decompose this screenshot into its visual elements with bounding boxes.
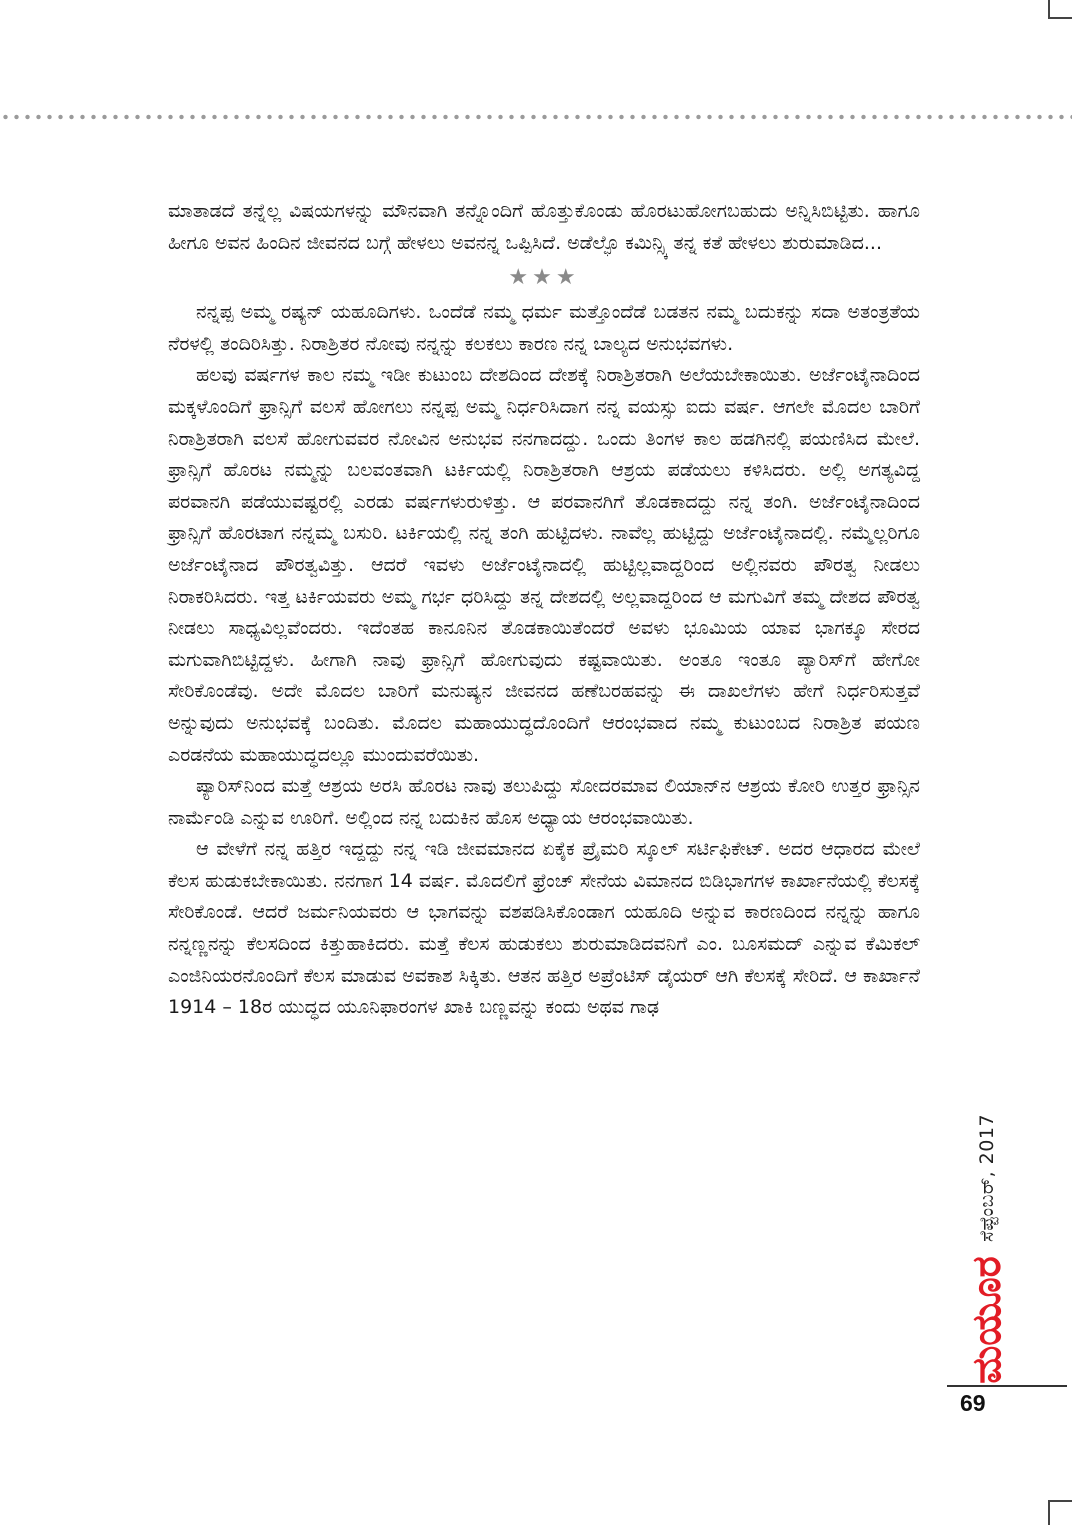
magazine-title-text: ಮಯೂರ	[964, 1256, 1010, 1384]
issue-date	[958, 1085, 1016, 1270]
page-number-rule	[947, 1385, 1067, 1387]
paragraph-refugee-journey: ಹಲವು ವರ್ಷಗಳ ಕಾಲ ನಮ್ಮ ಇಡೀ ಕುಟುಂಬ ದೇಶದಿಂದ ದೇಶಕ್ಕೆ ನಿರಾಶ್ರಿತರಾಗಿ ಅಲೆಯಬೇಕಾಯಿತು. ಅರ್ಜೆಂಟೈನಾದಿಂದ ಮಕ್ಕಳೊಂದಿಗೆ ಫ್ರಾನ್ಸಿಗೆ ವಲಸೆ ಹೋಗಲು ನನ್ನಪ್ಪ ಅಮ್ಮ ನಿರ್ಧರಿಸಿದಾಗ ನನ್ನ ವಯಸ್ಸು ಐದು ವರ್ಷ. ಆಗಲೇ ಮೊದಲ ಬಾರಿಗೆ ನಿರಾಶ್ರಿತರಾಗಿ ವಲಸೆ ಹೋಗುವವರ ನೋವಿನ ಅನುಭವ ನನಗಾದದ್ದು. ಒಂದು ತಿಂಗಳ ಕಾಲ ಹಡಗಿನಲ್ಲಿ ಪಯಣಿಸಿದ ಮೇಲೆ. ಫ್ರಾನ್ಸಿಗೆ ಹೊರಟ ನಮ್ಮನ್ನು ಬಲವಂತವಾಗಿ ಟರ್ಕಿಯಲ್ಲಿ ನಿರಾಶ್ರಿತರಾಗಿ ಆಶ್ರಯ ಪಡೆಯಲು ಕಳಿಸಿದರು. ಅಲ್ಲಿ ಅಗತ್ಯವಿದ್ದ ಪರವಾನಗಿ ಪಡೆಯುವಷ್ಟರಲ್ಲಿ ಎರಡು ವರ್ಷಗಳುರುಳಿತ್ತು. ಆ ಪರವಾನಗಿಗೆ ತೊಡಕಾದದ್ದು ನನ್ನ ತಂಗಿ. ಅರ್ಜೆಂಟೈನಾದಿಂದ ಫ್ರಾನ್ಸಿಗೆ ಹೊರಟಾಗ ನನ್ನಮ್ಮ ಬಸುರಿ. ಟರ್ಕಿಯಲ್ಲಿ ನನ್ನ ತಂಗಿ ಹುಟ್ಟಿದಳು. ನಾವೆಲ್ಲ ಹುಟ್ಟಿದ್ದು ಅರ್ಜೆಂಟೈನಾದಲ್ಲಿ. ನಮ್ಮೆಲ್ಲರಿಗೂ ಅರ್ಜೆಂಟೈನಾದ ಪೌರತ್ವವಿತ್ತು. ಆದರೆ ಇವಳು ಅರ್ಜೆಂಟೈನಾದಲ್ಲಿ ಹುಟ್ಟಿಲ್ಲವಾದ್ದರಿಂದ ಅಲ್ಲಿನವರು ಪೌರತ್ವ ನೀಡಲು ನಿರಾಕರಿಸಿದರು. ಇತ್ತ ಟರ್ಕಿಯವರು ಅಮ್ಮ ಗರ್ಭ ಧರಿಸಿದ್ದು ತನ್ನ ದೇಶದಲ್ಲಿ ಅಲ್ಲವಾದ್ದರಿಂದ ಆ ಮಗುವಿಗೆ ತಮ್ಮ ದೇಶದ ಪೌರತ್ವ ನೀಡಲು ಸಾಧ್ಯವಿಲ್ಲವೆಂದರು. ಇದೆಂತಹ ಕಾನೂನಿನ ತೊಡಕಾಯಿತೆಂದರೆ ಅವಳು ಭೂಮಿಯ ಯಾವ ಭಾಗಕ್ಕೂ ಸೇರದ ಮಗುವಾಗಿಬಿಟ್ಟಿದ್ದಳು. ಹೀಗಾಗಿ ನಾವು ಫ್ರಾನ್ಸಿಗೆ ಹೋಗುವುದು ಕಷ್ಟವಾಯಿತು. ಅಂತೂ ಇಂತೂ ಪ್ಯಾರಿಸ್‌ಗೆ ಹೇಗೋ ಸೇರಿಕೊಂಡೆವು. ಅದೇ ಮೊದಲ ಬಾರಿಗೆ ಮನುಷ್ಯನ ಜೀವನದ ಹಣೆಬರಹವನ್ನು ಈ ದಾಖಲೆಗಳು ಹೇಗೆ ನಿರ್ಧರಿಸುತ್ತವೆ ಅನ್ನುವುದು ಅನುಭವಕ್ಕೆ ಬಂದಿತು. ಮೊದಲ ಮಹಾಯುದ್ಧದೊಂದಿಗೆ ಆರಂಭವಾದ ನಮ್ಮ ಕುಟುಂಬದ ನಿರಾಶ್ರಿತ ಪಯಣ ಎರಡನೆಯ ಮಹಾಯುದ್ಧದಲ್ಲೂ ಮುಂದುವರೆಯಿತು.	[168, 364, 920, 766]
dotted-header-rule	[0, 114, 1072, 120]
paragraph-work: ಆ ವೇಳೆಗೆ ನನ್ನ ಹತ್ತಿರ ಇದ್ದದ್ದು ನನ್ನ ಇಡಿ ಜೀವಮಾನದ ಏಕೈಕ ಪ್ರೈಮರಿ ಸ್ಕೂಲ್ ಸರ್ಟಿಫಿಕೇಟ್. ಅದರ ಆಧಾರದ ಮೇಲೆ ಕೆಲಸ ಹುಡುಕಬೇಕಾಯಿತು. ನನಗಾಗ 14 ವರ್ಷ. ಮೊದಲಿಗೆ ಫ್ರೆಂಚ್ ಸೇನೆಯ ವಿಮಾನದ ಬಿಡಿಭಾಗಗಳ ಕಾರ್ಖಾನೆಯಲ್ಲಿ ಕೆಲಸಕ್ಕೆ ಸೇರಿಕೊಂಡೆ. ಆದರೆ ಜರ್ಮನಿಯವರು ಆ ಭಾಗವನ್ನು ವಶಪಡಿಸಿಕೊಂಡಾಗ ಯಹೂದಿ ಅನ್ನುವ ಕಾರಣದಿಂದ ನನ್ನನ್ನು ಹಾಗೂ ನನ್ನಣ್ಣನನ್ನು ಕೆಲಸದಿಂದ ಕಿತ್ತುಹಾಕಿದರು. ಮತ್ತೆ ಕೆಲಸ ಹುಡುಕಲು ಶುರುಮಾಡಿದವನಿಗೆ ಎಂ. ಬೂಸಮದ್ ಎನ್ನುವ ಕೆಮಿಕಲ್ ಎಂಜಿನಿಯರನೊಂದಿಗೆ ಕೆಲಸ ಮಾಡುವ ಅವಕಾಶ ಸಿಕ್ಕಿತು. ಆತನ ಹತ್ತಿರ ಅಪ್ರೆಂಟಿಸ್ ಡೈಯರ್ ಆಗಿ ಕೆಲಸಕ್ಕೆ ಸೇರಿದೆ. ಆ ಕಾರ್ಖಾನೆ 1914 – 18ರ ಯುದ್ಧದ ಯೂನಿಫಾರಂಗಳ ಖಾಕಿ ಬಣ್ಣವನ್ನು ಕಂದು ಅಥವ ಗಾಢ	[168, 838, 920, 1019]
crop-mark-top-right	[1048, 0, 1050, 18]
magazine-title	[958, 1256, 1016, 1384]
paragraph-paris-to-normandy: ಪ್ಯಾರಿಸ್‌ನಿಂದ ಮತ್ತೆ ಆಶ್ರಯ ಅರಸಿ ಹೊರಟ ನಾವು ತಲುಪಿದ್ದು ಸೋದರಮಾವ ಲಿಯಾನ್‌ನ ಆಶ್ರಯ ಕೋರಿ ಉತ್ತರ ಫ್ರಾನ್ಸಿನ ನಾರ್ಮೆಂಡಿ ಎನ್ನುವ ಊರಿಗೆ. ಅಲ್ಲಿಂದ ನನ್ನ ಬದುಕಿನ ಹೊಸ ಅಧ್ಯಾಯ ಆರಂಭವಾಯಿತು.	[168, 775, 920, 829]
issue-date-text: ಸೆಪ್ಟೆಂಬರ್, 2017	[976, 1113, 999, 1242]
paragraph-parents: ನನ್ನಪ್ಪ ಅಮ್ಮ ರಷ್ಯನ್ ಯಹೂದಿಗಳು. ಒಂದೆಡೆ ನಮ್ಮ ಧರ್ಮ ಮತ್ತೊಂದೆಡೆ ಬಡತನ ನಮ್ಮ ಬದುಕನ್ನು ಸದಾ ಅತಂತ್ರತೆಯ ನೆರಳಲ್ಲಿ ತಂದಿರಿಸಿತ್ತು. ನಿರಾಶ್ರಿತರ ನೋವು ನನ್ನನ್ನು ಕಲಕಲು ಕಾರಣ ನನ್ನ ಬಾಲ್ಯದ ಅನುಭವಗಳು.	[168, 301, 920, 355]
crop-mark-top-right-h	[1048, 17, 1072, 19]
crop-mark-bottom-right-h	[1048, 1500, 1072, 1502]
article-body	[168, 196, 920, 1024]
intro-paragraph: ಮಾತಾಡದೆ ತನ್ನೆಲ್ಲ ವಿಷಯಗಳನ್ನು ಮೌನವಾಗಿ ತನ್ನೊಂದಿಗೆ ಹೊತ್ತುಕೊಂಡು ಹೊರಟುಹೋಗಬಹುದು ಅನ್ನಿಸಿಬಿಟ್ಟಿತು. ಹಾಗೂ ಹೀಗೂ ಅವನ ಹಿಂದಿನ ಜೀವನದ ಬಗ್ಗೆ ಹೇಳಲು ಅವನನ್ನ ಒಪ್ಪಿಸಿದೆ. ಅಡೆಲ್ಫೊ ಕಮಿನ್ಸ್ಕಿ ತನ್ನ ಕತೆ ಹೇಳಲು ಶುರುಮಾಡಿದ...	[168, 200, 920, 254]
crop-mark-bottom-right	[1048, 1500, 1050, 1525]
section-separator: ★★★	[508, 265, 580, 291]
page-number: 69	[960, 1390, 986, 1416]
